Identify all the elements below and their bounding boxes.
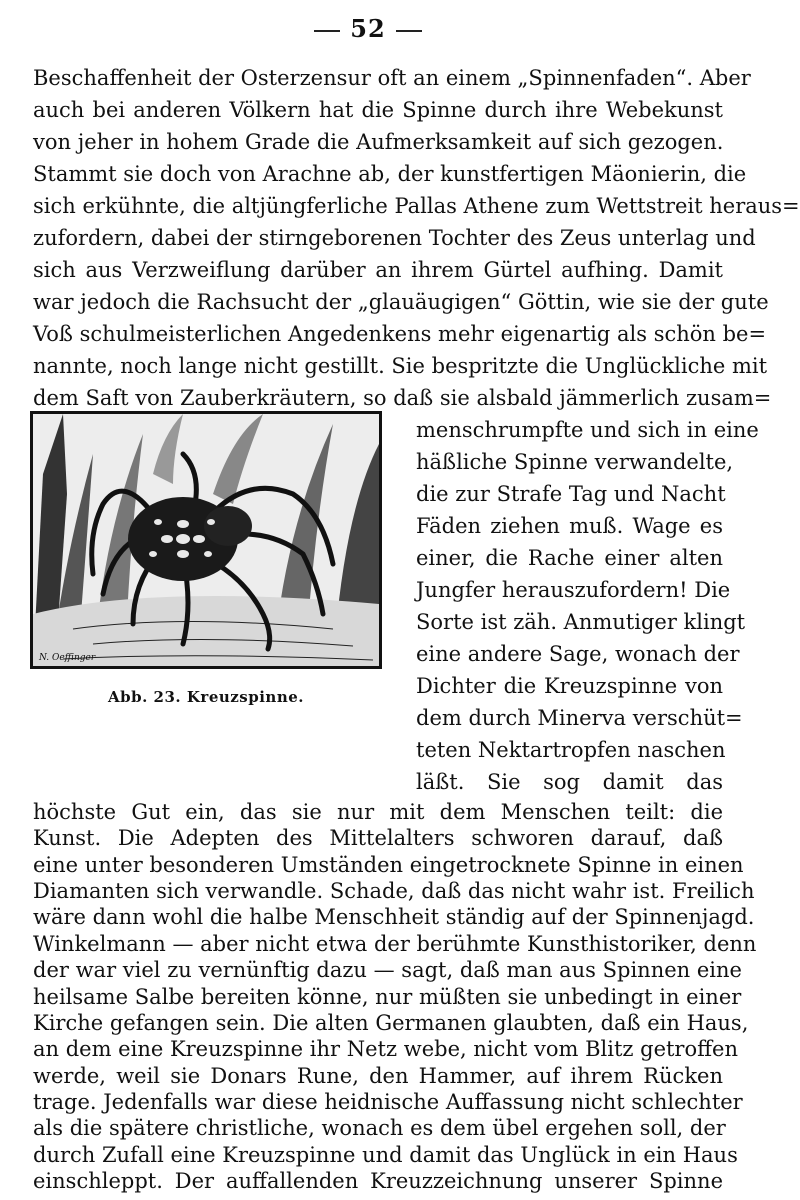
body-line: von jeher in hohem Grade die Aufmerksamkeit auf sich gezogen.: [33, 130, 724, 154]
wrap-line: Fäden ziehen muß. Wage es: [416, 514, 723, 538]
wrap-line: eine andere Sage, wonach der: [416, 642, 740, 666]
figure-kreuzspinne: [30, 411, 382, 669]
wrap-line: häßliche Spinne verwandelte,: [416, 450, 734, 474]
body-line: sich aus Verzweiflung darüber an ihrem Gürtel aufhing. Damit: [33, 258, 723, 282]
body-line: dem Saft von Zauberkräutern, so daß sie alsbald jämmerlich zusam=: [33, 386, 772, 410]
wrap-line: Sorte ist zäh. Anmutiger klingt: [416, 610, 746, 634]
wrap-line: Dichter die Kreuzspinne von: [416, 674, 723, 698]
body-line: höchste Gut ein, das sie nur mit dem Menschen teilt: die: [33, 800, 723, 824]
body-line: eine unter besonderen Umständen eingetrocknete Spinne in einen: [33, 853, 744, 877]
body-line: wäre dann wohl die halbe Menschheit ständig auf der Spinnenjagd.: [33, 905, 755, 929]
body-line: Voß schulmeisterlichen Angedenkens mehr eigenartig als schön be=: [33, 322, 767, 346]
body-line: Stammt sie doch von Arachne ab, der kunstfertigen Mäonierin, die: [33, 162, 747, 186]
body-line: zufordern, dabei der stirngeborenen Tochter des Zeus unterlag und: [33, 226, 756, 250]
body-line: auch bei anderen Völkern hat die Spinne durch ihre Webekunst: [33, 98, 723, 122]
page-number: 52: [350, 14, 386, 43]
body-line: der war viel zu vernünftig dazu — sagt, daß man aus Spinnen eine: [33, 958, 742, 982]
body-line: sich erkühnte, die altjüngferliche Pallas Athene zum Wettstreit heraus=: [33, 194, 800, 218]
page-header: [0, 14, 736, 43]
body-line: war jedoch die Rachsucht der „glauäugigen“ Göttin, wie sie der gute: [33, 290, 769, 314]
wrap-line: menschrumpfte und sich in eine: [416, 418, 759, 442]
wrap-line: die zur Strafe Tag und Nacht: [416, 482, 726, 506]
body-line: trage. Jedenfalls war diese heidnische Auffassung nicht schlechter: [33, 1090, 743, 1114]
header-dash-right: [396, 30, 422, 32]
body-line: heilsame Salbe bereiten könne, nur müßten sie unbedingt in einer: [33, 985, 742, 1009]
header-dash-left: [314, 30, 340, 32]
wrap-line: läßt. Sie sog damit das: [416, 770, 723, 794]
wrap-line: dem durch Minerva verschüt=: [416, 706, 743, 730]
figure-caption: Abb. 23. Kreuzspinne.: [108, 688, 304, 706]
wrap-line: einer, die Rache einer alten: [416, 546, 723, 570]
body-line: Beschaffenheit der Osterzensur oft an einem „Spinnenfaden“. Aber: [33, 66, 751, 90]
body-line: nannte, noch lange nicht gestillt. Sie bespritzte die Unglückliche mit: [33, 354, 768, 378]
spider-illustration: [33, 414, 379, 666]
body-line: als die spätere christliche, wonach es dem übel ergehen soll, der: [33, 1116, 726, 1140]
body-line: werde, weil sie Donars Rune, den Hammer, auf ihrem Rücken: [33, 1064, 723, 1088]
wrap-line: Jungfer herauszufordern! Die: [416, 578, 731, 602]
body-line: Kirche gefangen sein. Die alten Germanen glaubten, daß ein Haus,: [33, 1011, 749, 1035]
wrap-line: teten Nektartropfen naschen: [416, 738, 726, 762]
body-line: Diamanten sich verwandle. Schade, daß das nicht wahr ist. Freilich: [33, 879, 755, 903]
body-line: durch Zufall eine Kreuzspinne und damit das Unglück in ein Haus: [33, 1143, 738, 1167]
body-line: Winkelmann — aber nicht etwa der berühmte Kunsthistoriker, denn: [33, 932, 757, 956]
body-line: an dem eine Kreuzspinne ihr Netz webe, nicht vom Blitz getroffen: [33, 1037, 738, 1061]
body-line: einschleppt. Der auffallenden Kreuzzeichnung unserer Spinne: [33, 1169, 723, 1193]
body-line: Kunst. Die Adepten des Mittelalters schworen darauf, daß: [33, 826, 723, 850]
figure-signature: N. Oeffinger: [39, 653, 96, 663]
